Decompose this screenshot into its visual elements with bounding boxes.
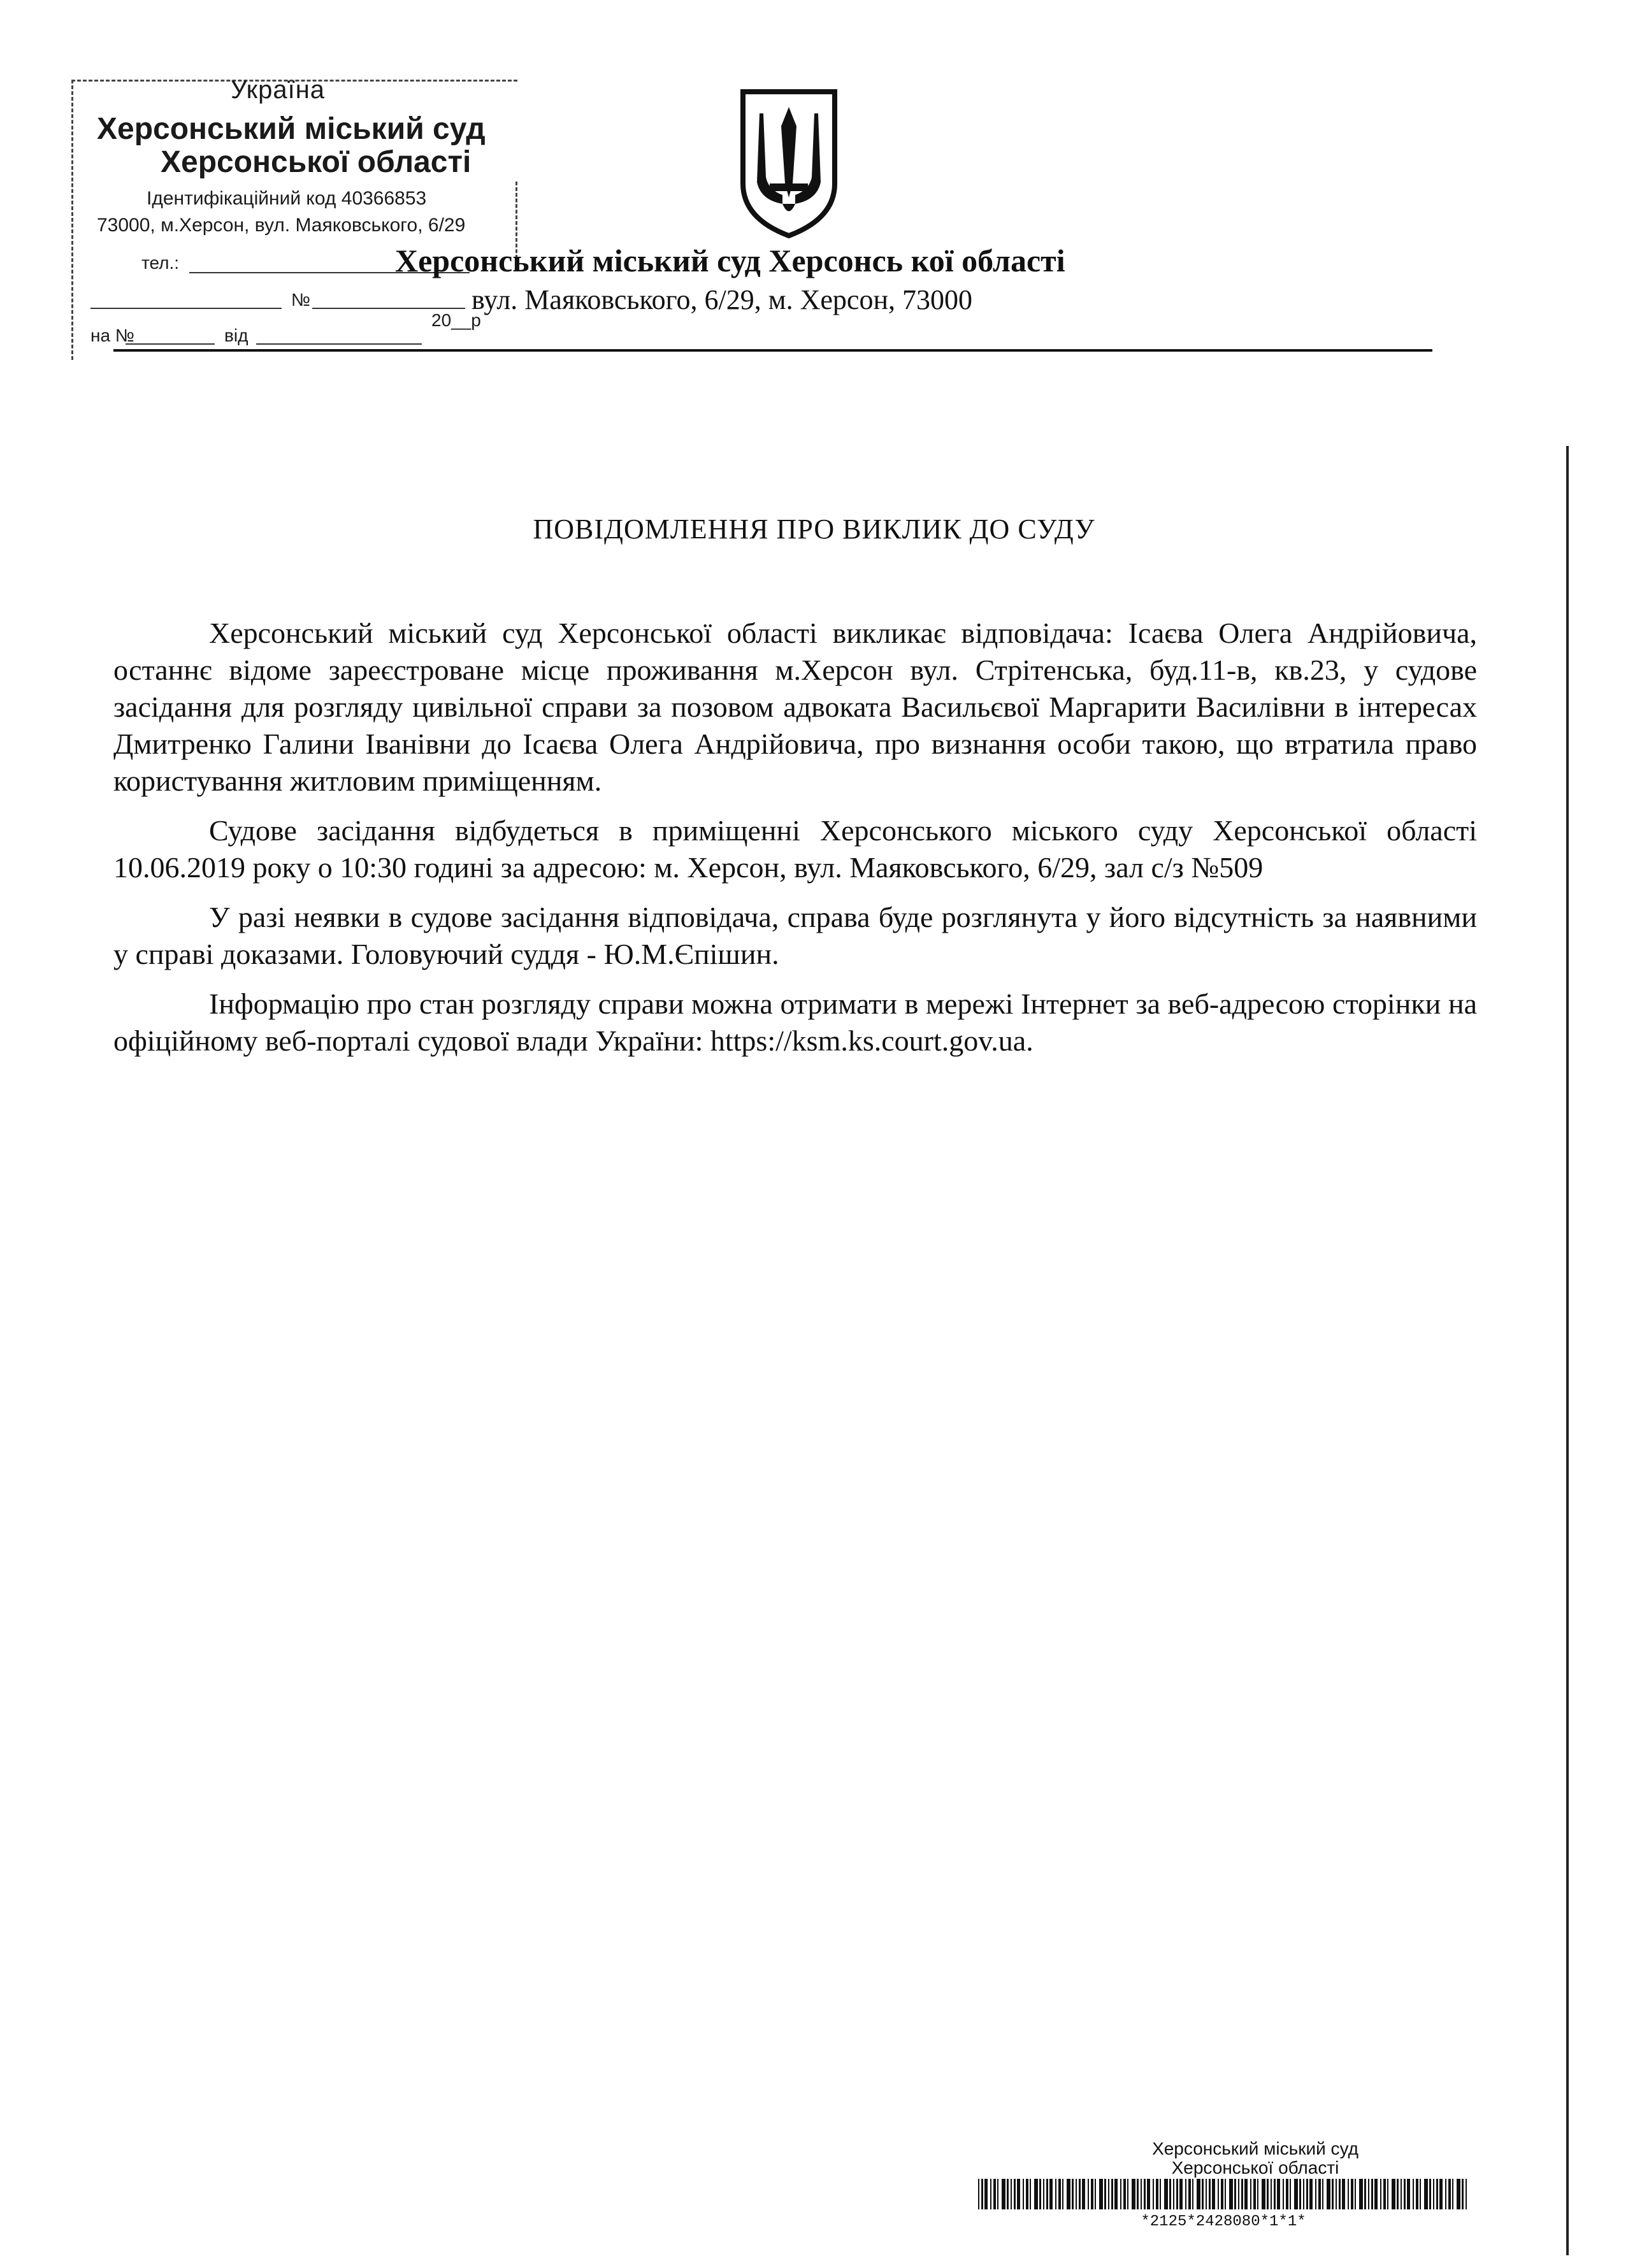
stamp-from-label: від [224,326,249,345]
footer-court-region: Херсонської області [1171,2158,1339,2178]
document-body [113,615,1477,1072]
stamp-year-label: 20__р [431,310,481,330]
court-header-address: вул. Маяковського, 6/29, м. Херсон, 73000 [472,284,972,315]
paragraph-summons: Херсонський міський суд Херсонської області викликає відповідача: Ісаєва Олега Андрійовича, останнє відоме зареєстроване місце проживання м.Херсон вул. Стрітенська, буд.11-в, кв.23, у судове засідання для розгляду цивільної справи за позовом адвоката Васильєвої Маргарити Василівни в інтересах Дмитренко Галини Іванівни до Ісаєва Олега Андрійовича, про визнання особи такою, що втратила право користування житловим приміщенням. [113,617,1477,797]
stamp-region: Херсонської області [161,145,472,179]
barcode [978,2179,1469,2209]
stamp-address: 73000, м.Херсон, вул. Маяковського, 6/29 [97,215,466,236]
registration-stamp [71,67,517,360]
footer-court-name: Херсонський міський суд [1152,2139,1358,2158]
stamp-from-line [256,343,422,345]
stamp-tel-label: тел.: [141,253,180,273]
stamp-court-name: Херсонський міський суд [97,112,486,146]
document-title: ПОВІДОМЛЕННЯ ПРО ВИКЛИК ДО СУДУ [533,513,1095,545]
stamp-number-label: № [291,290,311,310]
trident-emblem-icon [738,88,840,241]
scan-edge-line [1566,446,1569,2255]
stamp-date-line [90,308,282,309]
stamp-ref-line [126,343,215,345]
stamp-ref-label: на № [90,326,134,345]
paragraph-info: Інформацію про стан розгляду справи можна отримати в мережі Інтернет за веб-адресою сторінки на офіційному веб-порталі судової влади України: https://ksm.ks.court.gov.ua. [113,987,1477,1057]
stamp-country: Україна [231,76,326,104]
paragraph-absence: У разі неявки в судове засідання відповідача, справа буде розглянута у його відсутність за наявними у справі доказами. Головуючий суддя - Ю.М.Єпішин. [113,901,1477,970]
court-header-name: Херсонський міський суд Херсонсь кої області [395,243,1065,278]
footer-court-label [981,2139,1529,2178]
stamp-number-line [312,308,465,309]
header-divider [113,349,1432,352]
stamp-border-left [71,80,73,360]
paragraph-hearing: Судове засідання відбудеться в приміщенні Херсонського міського суду Херсонської області 10.06.2019 року о 10:30 годині за адресою: м. Херсон, вул. Маяковського, 6/29, зал с/з №509 [113,814,1477,884]
barcode-number: *2125*2428080*1*1* [1141,2213,1306,2230]
stamp-id-code: Ідентифікаційний код 40366853 [147,188,427,209]
